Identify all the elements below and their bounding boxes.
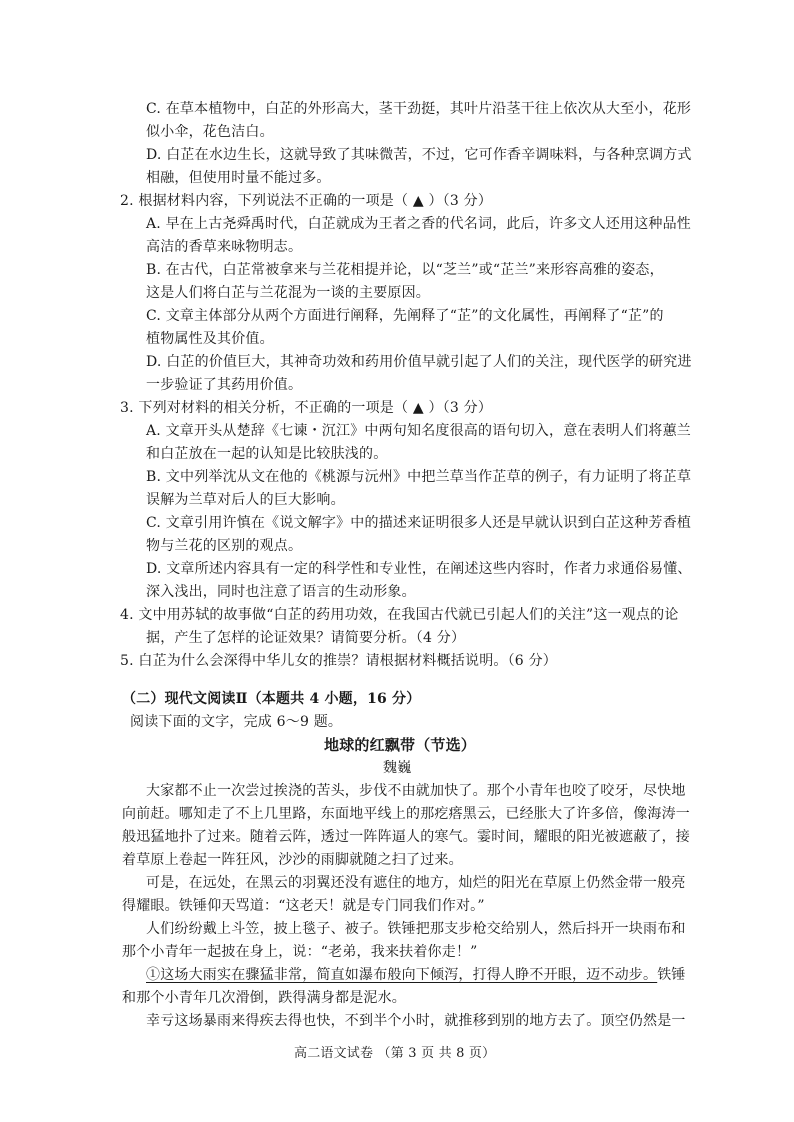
q2-option-c-line2: 植物属性及其价值。 xyxy=(146,331,274,347)
page-footer: 高二语文试卷 （第 3 页 共 8 页） xyxy=(294,1046,496,1061)
passage-line: 和那个小青年几次滑倒，跌得满身都是泥水。 xyxy=(122,990,406,1006)
question-3: 3. 下列对材料的相关分析，不正确的一项是（ ▲ ）（3 分） xyxy=(120,400,493,416)
option-d-line1: D. 白芷在水边生长，这就导致了其味微苦，不过，它可作香辛调味料，与各种烹调方式 xyxy=(146,147,692,163)
q2-option-b-line2: 这是人们将白芷与兰花混为一谈的主要原因。 xyxy=(146,285,430,301)
q3-option-d-line1: D. 文章所述内容具有一定的科学性和专业性，在阐述这些内容时，作者力求通俗易懂、 xyxy=(146,561,692,577)
section-2-instruction: 阅读下面的文字，完成 6～9 题。 xyxy=(130,714,343,730)
q3-option-b-line1: B. 文中列举沈从文在他的《桃源与沅州》中把兰草当作芷草的例子，有力证明了将芷草 xyxy=(146,469,692,485)
passage-line: 可是，在远处，在黑云的羽翼还没有遮住的地方，灿烂的阳光在草原上仍然金带一般亮 xyxy=(146,875,686,891)
question-4-line2: 据，产生了怎样的论证效果？请简要分析。（4 分） xyxy=(146,630,466,646)
option-c-line2: 似小伞，花色洁白。 xyxy=(146,124,274,140)
passage-line: 那个小青年一起披在身上，说：“老弟，我来扶着你走！” xyxy=(122,944,478,960)
passage-line: 大家都不止一次尝过挨浇的苦头，步伐不由就加快了。那个小青年也咬了咬牙，尽快地 xyxy=(146,783,686,799)
passage-author: 魏巍 xyxy=(383,760,412,776)
q2-option-c-line1: C. 文章主体部分从两个方面进行阐释，先阐释了“芷”的文化属性，再阐释了“芷”的 xyxy=(146,308,664,324)
option-c-line1: C. 在草本植物中，白芷的外形高大，茎干劲挺，其叶片沿茎干往上依次从大至小，花形 xyxy=(146,101,692,117)
question-4-line1: 4. 文中用苏轼的故事做“白芷的药用功效，在我国古代就已引起人们的关注”这一观点的论 xyxy=(120,607,679,623)
q2-option-d-line2: 一步验证了其药用价值。 xyxy=(146,377,303,393)
q3-option-b-line2: 误解为兰草对后人的巨大影响。 xyxy=(146,492,345,508)
question-5: 5. 白芷为什么会深得中华儿女的推崇？请根据材料概括说明。（6 分） xyxy=(120,653,557,669)
passage-line: 幸亏这场暴雨来得疾去得也快，不到半个小时，就推移到别的地方去了。顶空仍然是一 xyxy=(146,1013,686,1029)
underlined-sentence-1: ①这场大雨实在骤猛非常，简直如瀑布般向下倾泻，打得人睁不开眼，迈不动步。 xyxy=(146,967,658,983)
passage-line xyxy=(146,965,686,985)
passage-line: 般迅猛地扑了过来。随着云阵，透过一阵阵逼人的寒气。霎时间，耀眼的阳光被遮蔽了，接 xyxy=(122,829,690,845)
q3-option-c-line2: 物与兰花的区别的观点。 xyxy=(146,538,303,554)
passage-line: 向前赶。哪知走了不上几里路，东面地平线上的那疙瘩黑云，已经胀大了许多倍，像海涛一 xyxy=(122,806,690,822)
passage-line: 着草原上卷起一阵狂风，沙沙的雨脚就随之扫了过来。 xyxy=(122,852,463,868)
section-2-heading: （二）现代文阅读Ⅱ（本题共 4 小题，16 分） xyxy=(122,691,421,707)
q3-option-c-line1: C. 文章引用许慎在《说文解字》中的描述来证明很多人还是早就认识到白芷这种芳香植 xyxy=(146,515,692,531)
q3-option-d-line2: 深入浅出，同时也注意了语言的生动形象。 xyxy=(146,584,416,600)
q2-option-a-line2: 高洁的香草来咏物明志。 xyxy=(146,239,303,255)
passage-line: 得耀眼。铁锤仰天骂道：“这老天！就是专门同我们作对。” xyxy=(122,898,485,914)
passage-line: 人们纷纷戴上斗笠，披上毯子、被子。铁锤把那支步枪交给别人，然后抖开一块雨布和 xyxy=(146,921,686,937)
q2-option-a-line1: A. 早在上古尧舜禹时代，白芷就成为王者之香的代名词，此后，许多文人还用这种品性 xyxy=(146,216,692,232)
question-2: 2. 根据材料内容，下列说法不正确的一项是（ ▲ ）（3 分） xyxy=(120,193,493,209)
option-d-line2: 相融，但使用时量不能过多。 xyxy=(146,170,331,186)
passage-title: 地球的红飘带（节选） xyxy=(324,736,477,754)
q3-option-a-line1: A. 文章开头从楚辞《七谏・沉江》中两句知名度很高的语句切入，意在表明人们将蕙兰 xyxy=(146,423,692,439)
q3-option-a-line2: 和白芷放在一起的认知是比较肤浅的。 xyxy=(146,446,388,462)
passage-line-tail: 铁锤 xyxy=(657,967,686,983)
q2-option-d-line1: D. 白芷的价值巨大，其神奇功效和药用价值早就引起了人们的关注，现代医学的研究进 xyxy=(146,354,692,370)
q2-option-b-line1: B. 在古代，白芷常被拿来与兰花相提并论，以“芝兰”或“芷兰”来形容高雅的姿态， xyxy=(146,262,664,278)
